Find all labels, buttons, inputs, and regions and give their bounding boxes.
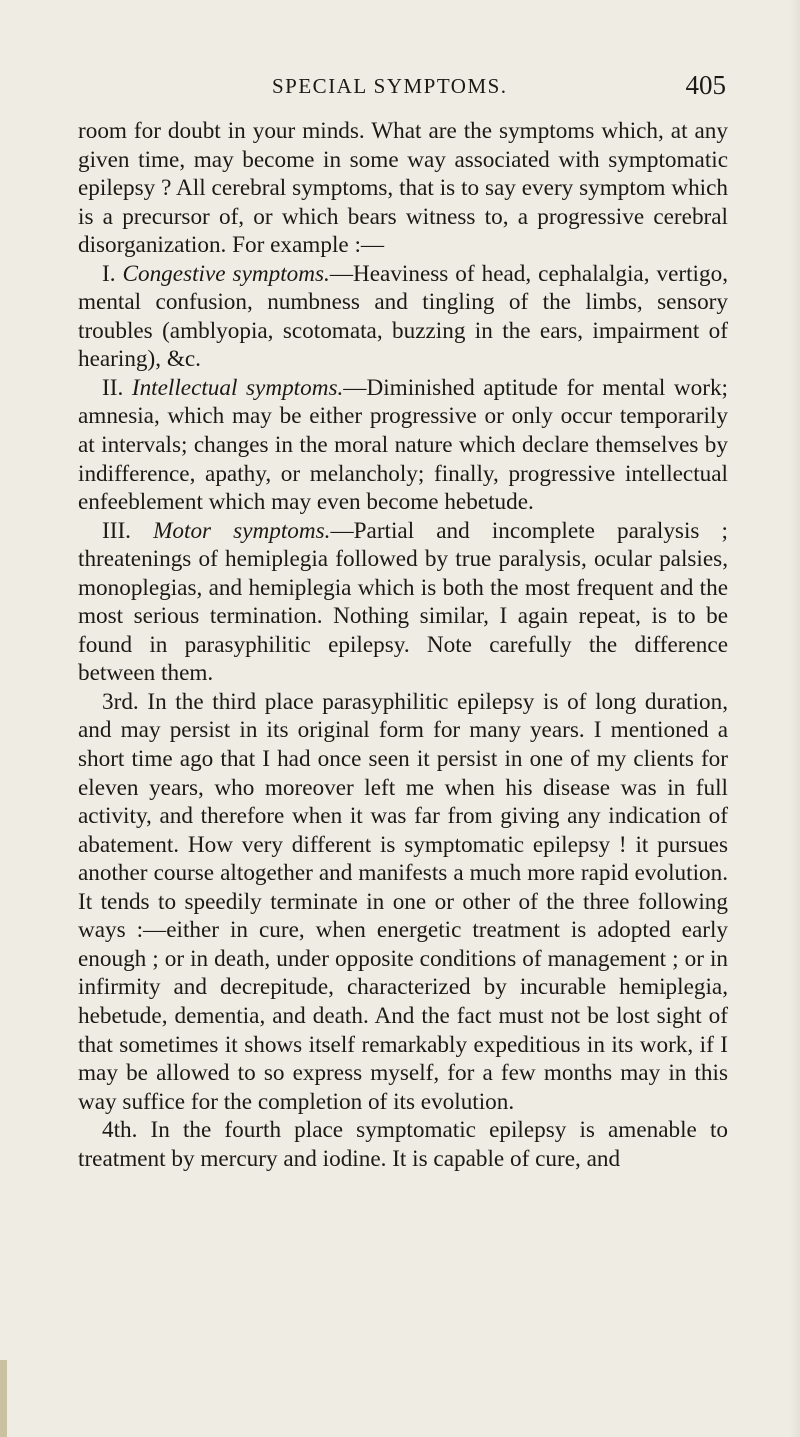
page-number: 405 [685,70,726,100]
running-head [272,70,726,106]
section-heading: Congestive symptoms. [122,260,330,287]
section-label: II. [102,374,124,401]
section-label: I. [102,260,116,287]
page-margin-stain [0,1360,7,1437]
page-edge-shadow [790,0,800,1437]
body-text [78,117,728,1173]
paragraph-fourth-point: 4th. In the fourth place symptomatic epilepsy is amenable to treatment by mercury and iodine. It is capable of cure, and [78,1117,728,1172]
section-heading: Intellectual symptoms. [131,374,344,401]
running-title: SPECIAL SYMPTOMS. [272,74,508,98]
section-text: —Diminished aptitude for mental work; amnesia, which may be either progressive or only occur temporarily at intervals; changes in the moral nature which declare themselves by indifference, apathy, or melancholy; finally, progressive intellectual enfeeblement which may even become hebetude. [78,374,728,516]
paragraph-third-point: 3rd. In the third place parasyphilitic epilepsy is of long duration, and may persist in its original form for many years. I mentioned a short time ago that I had once seen it persist in one of my clients for eleven years, who moreover left me when his disease was in full activity, and therefore when it was far from giving any indication of abatement. How very different is symptomatic epilepsy ! it pursues another course altogether and manifests a much more rapid evolution. It tends to speedily terminate in one or other of the three following ways :—either in cure, when energetic treatment is adopted early enough ; or in death, under opposite conditions of management ; or in infirmity and decrepitude, characterized by incurable hemiplegia, hebetude, dementia, and death. And the fact must not be lost sight of that sometimes it shows itself remarkably expeditious in its work, if I may be allowed to so express myself, for a few months may in this way suffice for the completion of its evolution. [78,688,728,1115]
paragraph-continuation: room for doubt in your minds. What are the symptoms which, at any given time, may become in some way associated with symptomatic epilepsy ? All cerebral symptoms, that is to say every symptom which is a precursor of, or which bears witness to, a progressive cerebral disorganization. For example :— [78,118,728,259]
section-label: III. [102,517,131,544]
section-heading: Motor symptoms. [153,517,331,544]
section-text: —Partial and incomplete paralysis ; threatenings of hemiplegia followed by true paralysis, ocular palsies, monoplegias, and hemiplegia which is both the most frequent and the most serious termination. Nothing similar, I again repeat, is to be found in parasyphilitic epilepsy. Note carefully the difference between them. [78,517,728,687]
paragraph-congestive-symptoms [78,260,728,374]
paragraph-intellectual-symptoms [78,374,728,517]
paragraph-motor-symptoms [78,517,728,688]
section-text: —Heaviness of head, cephalalgia, vertigo, mental confusion, numbness and tingling of the limbs, sensory troubles (amblyopia, scotomata, buzzing in the ears, impairment of hearing), &c. [78,260,728,373]
